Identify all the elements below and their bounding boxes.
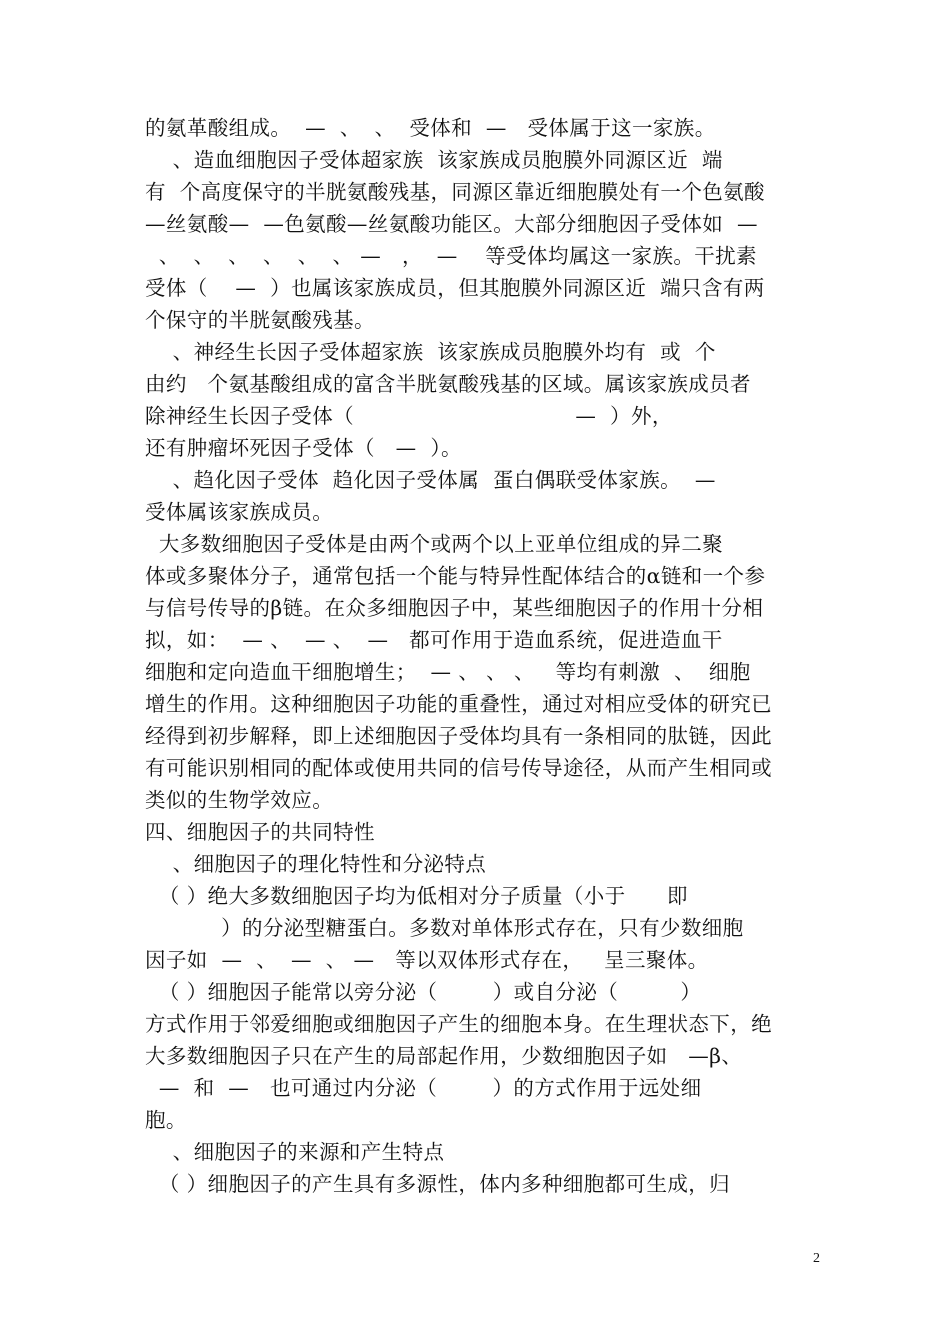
text-line: 经得到初步解释，即上述细胞因子受体均具有一条相同的肽链，因此 [145,724,772,748]
text-line: 细胞和定向造血干细胞增生； — 、 、 、 等均有刺激 、 细胞 [145,660,751,684]
text-line: 个保守的半胱氨酸残基。 [145,308,375,332]
text-line: 因子如 — 、 — 、 — 等以双体形式存在， 呈三聚体。 [145,948,709,972]
text-line: 、趋化因子受体 趋化因子受体属 蛋白偶联受体家族。 — [145,468,716,492]
text-line: 体或多聚体分子，通常包括一个能与特异性配体结合的α链和一个参 [145,564,766,588]
text-line: 方式作用于邻爱细胞或细胞因子产生的细胞本身。在生理状态下，绝 [145,1012,772,1036]
text-line: ）的分泌型糖蛋白。多数对单体形式存在，只有少数细胞 [145,916,744,940]
text-line: 还有肿瘤坏死因子受体（ — ）。 [145,436,462,460]
subsection-heading: 、细胞因子的理化特性和分泌特点 [145,852,487,876]
text-line: 、造血细胞因子受体超家族 该家族成员胞膜外同源区近 端 [145,148,723,172]
text-line: 有可能识别相同的配体或使用共同的信号传导途径，从而产生相同或 [145,756,772,780]
text-line: 有 个高度保守的半胱氨酸残基，同源区靠近细胞膜处有一个色氨酸 [145,180,765,204]
text-line: 大多数细胞因子受体是由两个或两个以上亚单位组成的异二聚 [145,532,724,556]
text-line: （ ）绝大多数细胞因子均为低相对分子质量（小于 即 [145,884,688,908]
text-line: 受体（ — ）也属该家族成员，但其胞膜外同源区近 端只含有两 [145,276,765,300]
text-line: 类似的生物学效应。 [145,788,334,812]
text-line: 、神经生长因子受体超家族 该家族成员胞膜外均有 或 个 [145,340,716,364]
text-line: （ ）细胞因子的产生具有多源性，体内多种细胞都可生成，归 [145,1172,731,1196]
text-line: 与信号传导的β链。在众多细胞因子中，某些细胞因子的作用十分相 [145,596,764,620]
page-number: 2 [813,1251,820,1266]
text-line: 胞。 [145,1108,187,1132]
text-line: 大多数细胞因子只在产生的局部起作用，少数细胞因子如 —β、 [145,1044,743,1068]
text-line: 的氨革酸组成。 — 、 、 受体和 — 受体属于这一家族。 [145,116,716,140]
text-line: —丝氨酸— —色氨酸—丝氨酸功能区。大部分细胞因子受体如 — [145,212,758,236]
subsection-heading: 、细胞因子的来源和产生特点 [145,1140,445,1164]
text-line: 、 、 、 、 、 、 — ， — 等受体均属这一家族。干扰素 [145,244,757,268]
text-line: — 和 — 也可通过内分泌（ ）的方式作用于远处细 [145,1076,702,1100]
text-line: 受体属该家族成员。 [145,500,334,524]
section-heading: 四、细胞因子的共同特性 [145,820,375,844]
text-line: 除神经生长因子受体（ — ）外， [145,404,673,428]
text-line: 拟，如： — 、 — 、 — 都可作用于造血系统，促进造血干 [145,628,723,652]
text-line: （ ）细胞因子能常以旁分泌（ ）或自分泌（ ） [145,980,702,1004]
text-line: 由约 个氨基酸组成的富含半胱氨酸残基的区域。属该家族成员者 [145,372,751,396]
text-line: 增生的作用。这种细胞因子功能的重叠性，通过对相应受体的研究已 [145,692,772,716]
